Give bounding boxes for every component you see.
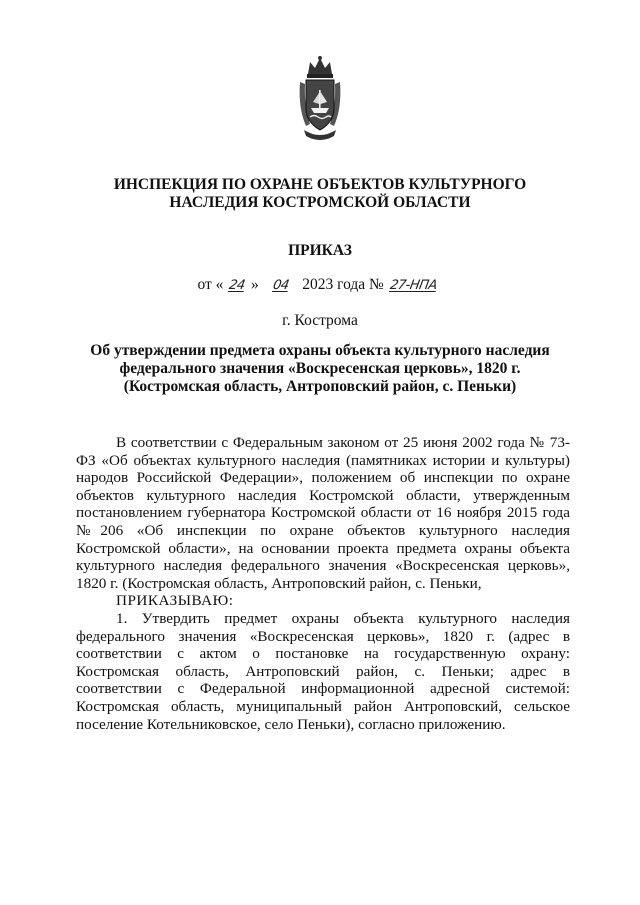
order-subject	[60, 342, 580, 396]
subject-line-2: федерального значения «Воскресенская церковь», 1820 г.	[119, 360, 521, 377]
handwritten-month: 04	[271, 278, 290, 293]
order-year-label: 2023 года №	[302, 276, 384, 293]
order-date-number-line	[60, 276, 580, 295]
agency-name	[60, 176, 580, 212]
order-quote-close: »	[250, 276, 259, 293]
handwritten-order-number: 27-НПА	[388, 278, 438, 293]
order-verb: ПРИКАЗЫВАЮ:	[116, 592, 234, 610]
handwritten-day: 24	[228, 278, 247, 293]
document-type: ПРИКАЗ	[288, 242, 352, 259]
agency-name-line-1: ИНСПЕКЦИЯ ПО ОХРАНЕ ОБЪЕКТОВ КУЛЬТУРНОГО	[113, 176, 527, 193]
preamble-paragraph: В соответствии с Федеральным законом от 25 июня 2002 года № 73-ФЗ «Об объектах культурного наследия (памятниках истории и культуры) народов Российской Федерации», положением об инспекции по охране объектов культурного наследия Костромской области, утвержденным постановлением губернатора Костромской области от 16 ноября 2015 года №206 «Об инспекции по охране объектов культурного наследия Костромской области», на основании проекта предмета охраны объекта культурного наследия федерального значения «Воскресенская церковь», 1820 г. (Костромская область, Антроповский район, с. Пеньки,	[76, 434, 570, 592]
subject-line-3: (Костромская область, Антроповский район, с. Пеньки)	[123, 378, 517, 395]
order-item-1: 1. Утвердить предмет охраны объекта культурного наследия федерального значения «Воскресенская церковь», 1820 г. (адрес в соответствии с актом о постановке на государственную охрану: Костромская область, Антроповский район, с. Пеньки; адрес в соответствии с Федеральной информационной адресной системой: Костромская область, муниципальный район Антроповский, сельское поселение Котельниковское, село Пеньки), согласно приложению.	[76, 609, 570, 733]
city-of-issue: г. Кострома	[282, 312, 358, 329]
agency-name-line-2: НАСЛЕДИЯ КОСТРОМСКОЙ ОБЛАСТИ	[169, 194, 471, 211]
order-body	[76, 434, 570, 733]
kostroma-coat-of-arms-icon	[296, 56, 344, 140]
subject-line-1: Об утверждении предмета охраны объекта культурного наследия	[90, 342, 550, 359]
order-from-label: от «	[197, 276, 224, 293]
